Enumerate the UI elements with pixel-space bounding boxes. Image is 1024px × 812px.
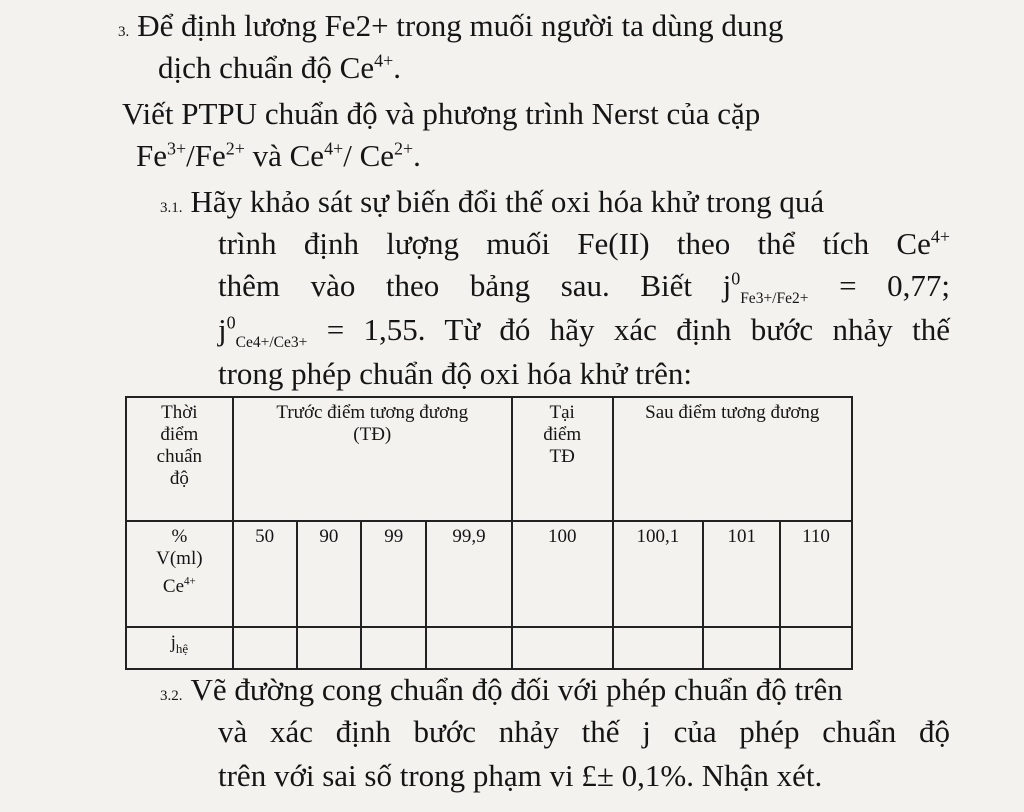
header-time: Thời điểm chuẩn độ bbox=[126, 397, 233, 521]
q32-line-2: và xác định bước nhảy thế j của phép chuẩn độ bbox=[218, 714, 950, 749]
fe-std-sup: 0 bbox=[731, 268, 741, 289]
header-at: Tại điểm TĐ bbox=[512, 397, 613, 521]
q3-line-2 bbox=[158, 50, 401, 86]
value-cell: 100,1 bbox=[613, 521, 704, 627]
fe-symbol: Fe bbox=[136, 138, 167, 173]
q32-line-1 bbox=[160, 672, 843, 714]
value-cell: 110 bbox=[780, 521, 852, 627]
q31-line-1 bbox=[160, 184, 824, 226]
ce-couple-sub: Ce4+/Ce3+ bbox=[235, 334, 308, 352]
ce-charge: 4+ bbox=[374, 50, 394, 71]
empty-cell bbox=[297, 627, 362, 669]
q31-text-3: thêm vào theo bảng sau. Biết j bbox=[218, 268, 732, 303]
q31-text-2: trình định lượng muối Fe(II) theo thể tích Ce bbox=[218, 226, 931, 261]
ce4-charge-2: 4+ bbox=[930, 226, 950, 247]
header-row bbox=[126, 397, 852, 521]
empty-cell bbox=[512, 627, 613, 669]
fe2-charge: 2+ bbox=[225, 138, 245, 159]
q31-text-1: Hãy khảo sát sự biến đổi thế oxi hóa khử trong quá bbox=[190, 184, 825, 219]
value-cell: 90 bbox=[297, 521, 362, 627]
value-cell: 99,9 bbox=[426, 521, 512, 627]
empty-cell bbox=[780, 627, 852, 669]
q31-line-3 bbox=[218, 268, 950, 308]
header-after: Sau điểm tương đương bbox=[613, 397, 852, 521]
q32-number: 3.2. bbox=[160, 688, 183, 704]
q3-text-2: dịch chuẩn độ Ce bbox=[158, 50, 375, 85]
q31-line-4 bbox=[218, 312, 950, 352]
task-line-1: Viết PTPU chuẩn độ và phương trình Nerst của cặp bbox=[122, 96, 761, 131]
empty-cell bbox=[613, 627, 704, 669]
q32-text-1: Vẽ đường cong chuẩn độ đối với phép chuẩn độ trên bbox=[190, 672, 843, 707]
fe2-symbol: /Fe bbox=[186, 138, 226, 173]
value-cell: 50 bbox=[233, 521, 297, 627]
q31-number: 3.1. bbox=[160, 200, 183, 216]
task-end: . bbox=[413, 138, 421, 173]
q31-line-2 bbox=[218, 226, 950, 262]
header-before: Trước điểm tương đương (TĐ) bbox=[233, 397, 512, 521]
q31-line-5: trong phép chuẩn độ oxi hóa khử trên: bbox=[218, 356, 692, 391]
q3-end: . bbox=[393, 50, 401, 85]
empty-cell bbox=[426, 627, 512, 669]
empty-cell bbox=[233, 627, 297, 669]
ce4-symbol: và Ce bbox=[244, 138, 325, 173]
q3-number: 3. bbox=[118, 24, 130, 40]
fe-couple-sub: Fe3+/Fe2+ bbox=[740, 290, 809, 308]
empty-cell bbox=[361, 627, 426, 669]
q32-line-3: trên với sai số trong phạm vi £± 0,1%. Nhận xét. bbox=[218, 758, 823, 793]
titration-table bbox=[125, 396, 853, 670]
value-cell: 101 bbox=[703, 521, 780, 627]
fe-potential-value: = 0,77; bbox=[808, 268, 950, 303]
q31-text-4: = 1,55. Từ đó hãy xác định bước nhảy thế bbox=[307, 312, 950, 347]
ce2-symbol: / Ce bbox=[343, 138, 395, 173]
potential-label: $j_{hệ}$ bbox=[126, 627, 233, 669]
q3-text-1: Để định lương Fe2+ trong muối người ta dùng dung bbox=[137, 8, 784, 43]
task-line-2 bbox=[136, 138, 421, 174]
volume-label: % V(ml) $Ce^{4+}$ bbox=[126, 521, 233, 627]
ce-std-sup: 0 bbox=[226, 312, 236, 333]
fe3-charge: 3+ bbox=[167, 138, 187, 159]
ce2-charge: 2+ bbox=[394, 138, 414, 159]
q3-line-1 bbox=[118, 8, 783, 50]
empty-cell bbox=[703, 627, 780, 669]
j-symbol: j bbox=[218, 312, 227, 347]
potential-row bbox=[126, 627, 852, 669]
value-cell: 100 bbox=[512, 521, 613, 627]
ce4-charge: 4+ bbox=[324, 138, 344, 159]
volume-row bbox=[126, 521, 852, 627]
value-cell: 99 bbox=[361, 521, 426, 627]
